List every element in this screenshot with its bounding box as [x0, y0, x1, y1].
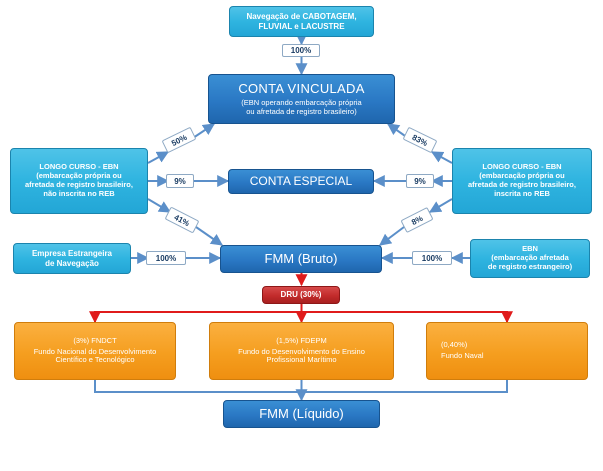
- node-longo-curso-reb-line3: afretada de registro brasileiro,: [468, 180, 576, 189]
- node-conta-vinculada-sub1: (EBN operando embarcação própria: [241, 98, 362, 108]
- node-ebn-line1: EBN: [522, 244, 538, 254]
- edge-label-empresa-100: 100%: [146, 251, 186, 265]
- node-fndct[interactable]: [14, 322, 176, 380]
- node-fdepm-line1: Fundo do Desenvolvimento do Ensino: [238, 346, 365, 356]
- node-fndct-pct: (3%) FNDCT: [73, 335, 117, 345]
- node-longo-curso-reb[interactable]: [452, 148, 592, 214]
- node-dru-title: DRU (30%): [280, 290, 322, 300]
- node-fndct-line1: Fundo Nacional do Desenvolvimento: [33, 346, 157, 356]
- edge-label-nav-to-vinculada: 100%: [282, 44, 320, 57]
- node-longo-curso-nao-reb-line2: (embarcação própria ou: [36, 171, 122, 181]
- node-empresa-estrangeira-line1: Empresa Estrangeira: [31, 249, 113, 259]
- node-navegacao-line2: FLUVIAL e LACUSTRE: [258, 21, 345, 31]
- node-conta-especial[interactable]: [228, 169, 374, 194]
- edge-label-9-left: 9%: [166, 174, 194, 188]
- node-longo-curso-nao-reb-line3: afretada de registro brasileiro,: [25, 180, 133, 189]
- node-navegacao-cabotagem[interactable]: [229, 6, 374, 37]
- node-dru[interactable]: [262, 286, 340, 304]
- node-empresa-estrangeira-line2: de Navegação: [45, 258, 99, 268]
- node-fundo-naval-pct: (0,40%): [441, 340, 468, 350]
- node-fdepm-line2: Profissional Marítimo: [266, 355, 337, 365]
- node-longo-curso-nao-reb-line4: não inscrita no REB: [43, 188, 115, 198]
- node-fundo-naval-line1: Fundo Naval: [441, 351, 484, 360]
- node-ebn-line2: (embarcação afretada: [491, 253, 569, 263]
- node-conta-vinculada-sub2: ou afretada de registro brasileiro): [246, 107, 357, 117]
- node-empresa-estrangeira[interactable]: [13, 243, 131, 274]
- node-fmm-bruto[interactable]: [220, 245, 382, 273]
- node-navegacao-line1: Navegação de CABOTAGEM,: [246, 12, 357, 22]
- node-conta-vinculada-title: CONTA VINCULADA: [238, 80, 365, 96]
- node-longo-curso-nao-reb-line1: LONGO CURSO - EBN: [39, 162, 119, 172]
- node-fmm-bruto-title: FMM (Bruto): [264, 251, 338, 267]
- node-ebn-registro-estrangeiro[interactable]: [470, 239, 590, 278]
- node-fundo-naval[interactable]: [426, 322, 588, 380]
- node-fmm-liquido[interactable]: [223, 400, 380, 428]
- node-fdepm[interactable]: [209, 322, 394, 380]
- edge-label-ebn-100: 100%: [412, 251, 452, 265]
- node-conta-especial-title: CONTA ESPECIAL: [249, 174, 353, 189]
- edge-label-41: 41%: [165, 206, 200, 233]
- node-longo-curso-nao-reb[interactable]: [10, 148, 148, 214]
- node-fndct-line2: Científico e Tecnológico: [55, 355, 135, 365]
- node-fmm-liquido-title: FMM (Líquido): [259, 406, 344, 422]
- node-longo-curso-reb-line2: (embarcação própria ou: [479, 171, 565, 181]
- node-conta-vinculada[interactable]: [208, 74, 395, 124]
- edge-label-9-right: 9%: [406, 174, 434, 188]
- node-longo-curso-reb-line4: inscrita no REB: [494, 188, 550, 198]
- node-longo-curso-reb-line1: LONGO CURSO - EBN: [482, 162, 562, 172]
- edge-label-8: 8%: [400, 207, 433, 233]
- edge-label-50: 50%: [162, 127, 197, 154]
- node-ebn-line3: de registro estrangeiro): [487, 261, 573, 271]
- node-fdepm-pct: (1,5%) FDEPM: [276, 335, 327, 345]
- edge-label-83: 83%: [403, 127, 438, 154]
